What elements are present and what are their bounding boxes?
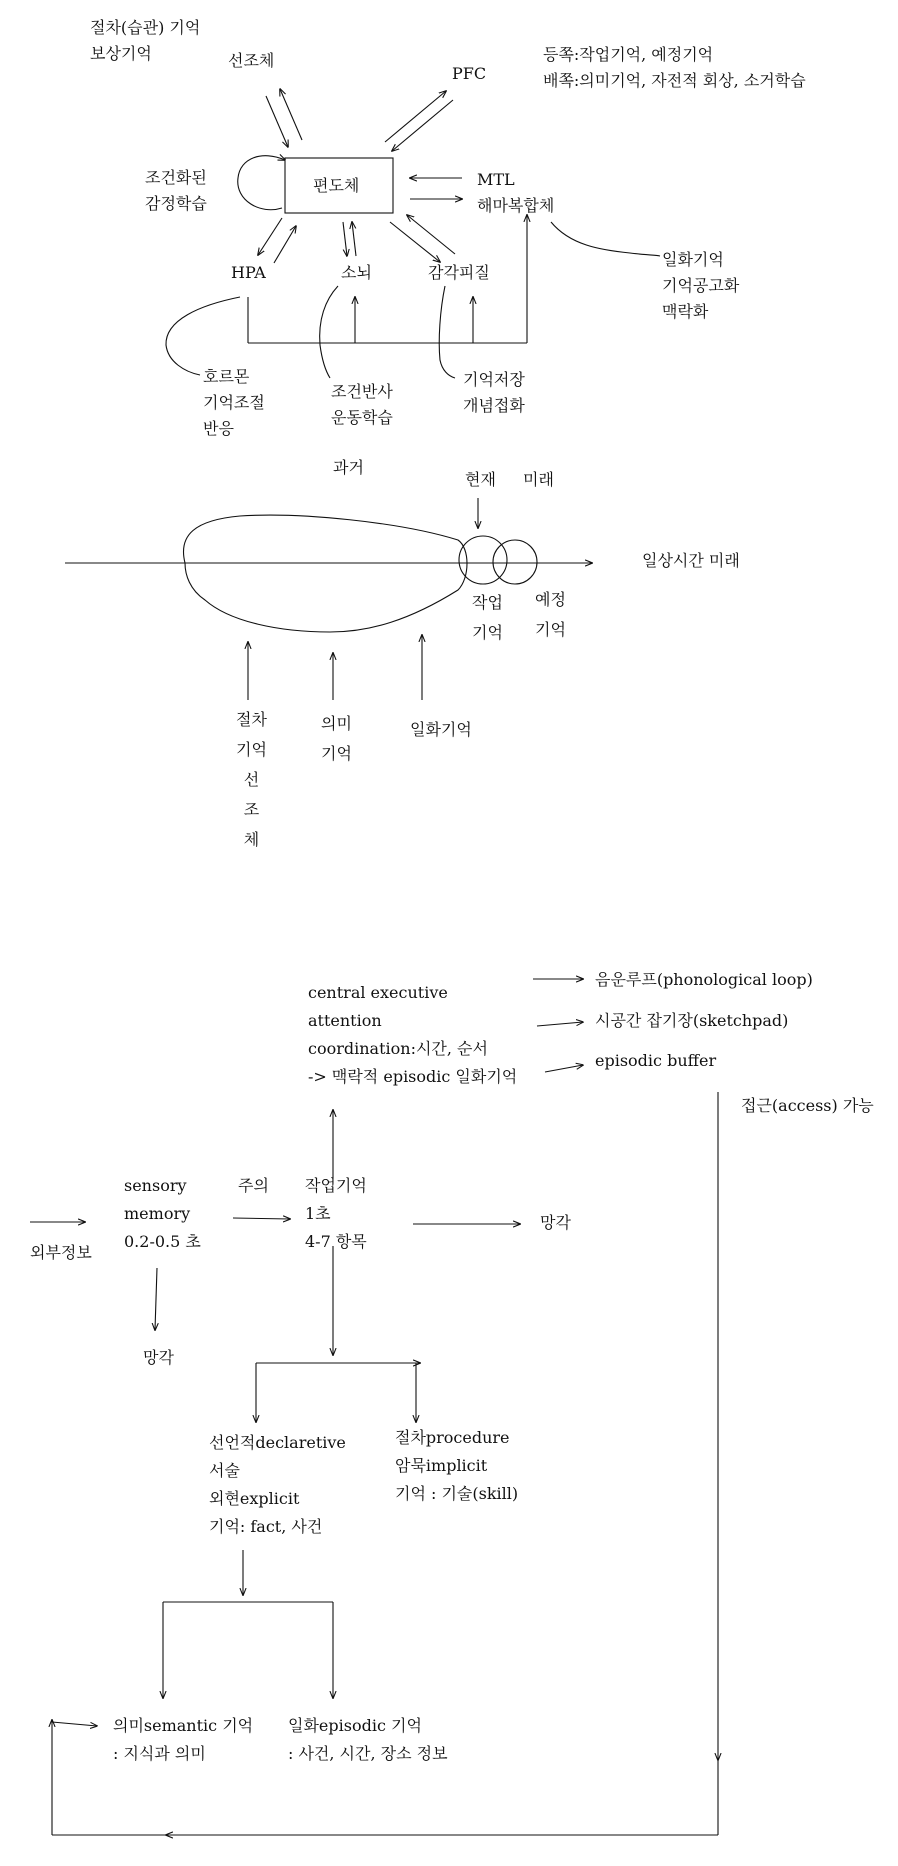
arrow-pfc-up [385, 91, 446, 142]
procedural-block: 절차procedure 암묵implicit 기억 : 기술(skill) [395, 1428, 519, 1503]
arrow-cerebellum-down [343, 222, 347, 256]
declarative-block: 선언적declaretive 서술 외현explicit 기억: fact, 사건 [209, 1433, 346, 1536]
mtl-note-curve [551, 222, 660, 256]
return-to-semantic-arrow [52, 1722, 97, 1726]
cortex-note: 기억저장 개념접화 [463, 370, 525, 415]
prospective-memory-label: 예정 기억 [535, 590, 566, 639]
episodic-buffer-label: episodic buffer [595, 1051, 717, 1070]
past-label: 과거 [333, 458, 364, 477]
cerebellum-note: 조건반사 운동학습 [331, 382, 393, 427]
amygdala-label: 편도체 [313, 176, 360, 195]
arrow-hpa-down [258, 218, 282, 255]
sensory-cortex-label: 감각피질 [428, 263, 490, 282]
hpa-note: 호르몬 기억조절 반응 [203, 367, 265, 438]
striatum-label: 선조체 [228, 51, 275, 70]
arrow-cortex-up [407, 215, 455, 254]
working-memory-circle [459, 536, 507, 584]
sensory-memory-block: sensory memory 0.2-0.5 초 [124, 1176, 201, 1251]
hpa-label: HPA [231, 263, 266, 282]
present-label: 현재 [465, 470, 496, 489]
sketchpad-label: 시공간 잡기장(sketchpad) [595, 1011, 789, 1030]
conditioned-label: 조건화된 감정학습 [145, 168, 207, 213]
episodic-note: 일화기억 기억공고화 맥락화 [662, 250, 740, 321]
self-loop-curve [238, 156, 285, 210]
exec-sketchpad-arrow [537, 1022, 583, 1026]
prospective-memory-circle [493, 540, 537, 584]
procedural-memory-label: 절차 기억 선 조 체 [236, 710, 267, 849]
working-memory-block: 작업기억 1초 4-7 항목 [305, 1176, 367, 1251]
episodic-memory-label: 일화기억 [410, 720, 472, 739]
episodic-block: 일화episodic 기억 : 사건, 시간, 장소 정보 [288, 1716, 448, 1763]
arrow-cortex-down [390, 222, 440, 262]
past-memory-ellipse [183, 515, 467, 632]
habit-memory-label: 절차(습관) 기억 [90, 18, 201, 37]
working-memory-label: 작업 기억 [472, 593, 503, 642]
arrow-hpa-up [274, 226, 296, 263]
cerebellum-label: 소뇌 [341, 263, 372, 282]
cerebellum-note-curve [320, 286, 338, 378]
dorsal-note: 등쪽:작업기억, 예정기억 [543, 45, 714, 64]
pfc-label: PFC [452, 64, 487, 83]
external-info-label: 외부정보 [30, 1243, 92, 1262]
arrow-striatum-up [280, 89, 302, 140]
forget-bottom-label: 망각 [143, 1348, 174, 1367]
cortex-note-curve [439, 286, 455, 378]
top-left-note [90, 20, 200, 72]
ventral-note: 배쪽:의미기억, 자전적 회상, 소거학습 [543, 71, 806, 90]
attention-label: 주의 [238, 1176, 269, 1195]
hpa-note-curve [166, 297, 240, 375]
exec-buffer-arrow [545, 1065, 583, 1072]
sensory-forget-arrow [155, 1268, 157, 1330]
access-label: 접근(access) 가능 [741, 1096, 874, 1115]
axis-label: 일상시간 미래 [642, 551, 740, 570]
arrow-pfc-down [392, 100, 453, 151]
sensory-to-working-arrow [233, 1218, 290, 1219]
arrow-cerebellum-up [352, 222, 356, 256]
phonological-loop-label: 음운루프(phonological loop) [595, 970, 813, 989]
central-executive-block: central executive attention coordination:시간, 순서 -> 맥락적 episodic 일화기억 [308, 983, 518, 1086]
forget-right-label: 망각 [540, 1213, 571, 1232]
mtl-label: MTL 해마복합체 [477, 170, 555, 215]
arrow-striatum-down [266, 96, 288, 147]
semantic-memory-label: 의미 기억 [321, 714, 352, 763]
future-top-label: 미래 [523, 470, 554, 489]
top-right-note [543, 47, 806, 99]
reward-memory-label: 보상기억 [90, 44, 152, 63]
semantic-block: 의미semantic 기억 : 지식과 의미 [113, 1716, 254, 1763]
